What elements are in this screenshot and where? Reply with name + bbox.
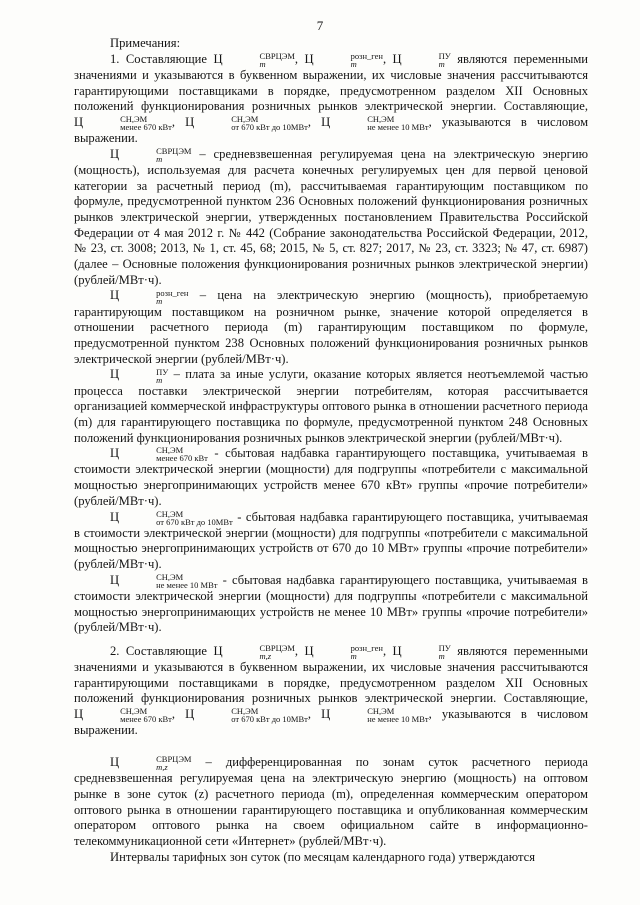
note-1-paragraph: 1. Составляющие Ц СВРЦЭМ m , Ц розн_ген m , Ц ПУ m являются переменными значениями и указываются в буквенном выражении, их числовые значения рассчитываются гарантирующими поставщиками в порядке, предусмотренном разделом XII Основных положений функционирования розничных рынков электрической энергии. Составляющие, Ц СН,ЭМ менее 670 кВт , Ц СН,ЭМ от 670 кВт до 10МВт , Ц СН,ЭМ не менее 10 МВт , указываются в числовом выражении. [74,50,589,146]
definition-svrc-mz: Ц СВРЦЭМ m,z – дифференцированная по зонам суток расчетного периода средневзвешенная регулируемая цена на электрическую энергию (мощность) на оптовом рынке в зоне суток (z) расчетного периода (m), определенная коммерческим оператором оптового рынка в отношении гарантирующего поставщика и опубликованная коммерческим оператором оптового рынка на своем официальном сайте в информационно-телекоммуникационной сети «Интернет» (рублей/МВт·ч). [74,754,588,848]
note-2-lead: 2. Составляющие [110,643,208,658]
symbol-sn-10: Ц СН,ЭМ не менее 10 МВт [110,571,218,590]
definition-svrc: Ц СВРЦЭМ m – средневзвешенная регулируемая цена на электрическую энергию (мощность), используемая для расчета конечных регулируемых цен для первой ценовой категории за расчетный период (m), рассчитываемая гарантирующим поставщиком по формуле, предусмотренной пунктом 236 Основных положений функционирования розничных рынков электрической энергии, утвержденных постановлением Правительства Российской Федерации от 4 мая 2012 г. № 442 (Собрание законодательства Российской Федерации, 2012, № 23, ст. 3008; 2013, № 1, ст. 45, 68; 2015, № 5, ст. 827; 2017, № 23, ст. 3323; № 47, ст. 6987) (далее – Основные положения функционирования розничных рынков электрической энергии) (рублей/МВт·ч). [74,145,588,287]
last-line: Интервалы тарифных зон суток (по месяцам календарного года) утверждаются [110,849,536,864]
symbol-rozn-gen-m: Ц розн_ген m [304,643,383,662]
document-body [74,36,588,865]
note-2-text: являются переменными значениями и указываются в буквенном выражении, их числовые значения рассчитываются гарантирующими поставщиками в порядке, предусмотренном разделом XII Основных положений функционирования розничных рынков электрической энергии. Составляющие, [74,643,589,706]
symbol-svrc-m: Ц СВРЦЭМ m [110,145,192,164]
symbol-svrc-mz: Ц СВРЦЭМ m,z [213,643,295,662]
symbol-sn-670: Ц СН,ЭМ менее 670 кВт [74,114,172,133]
symbol-sn-670-10: Ц СН,ЭМ от 670 кВт до 10МВт [110,508,233,527]
definition-sn-670-10: Ц СН,ЭМ от 670 кВт до 10МВт - сбытовая надбавка гарантирующего поставщика, учитываемая в стоимости электрической энергии (мощности) для подгруппы «потребители с максимальной мощностью энергопринимающих устройств от 670 до 10 МВт» группы «прочие потребители» (рублей/МВт·ч). [74,508,588,572]
symbol-sn-670-10: Ц СН,ЭМ от 670 кВт до 10МВт [185,114,308,133]
definition-pu: Ц ПУ m – плата за иные услуги, оказание которых является неотъемлемой частью процесса поставки электрической энергии потребителям, которая рассчитывается организацией коммерческой инфраструктуры оптового рынка в отношении расчетного периода (m) для гарантирующего поставщика по формуле, предусмотренной пунктом 248 Основных положений функционирования розничных рынков электрической энергии (рублей/МВт·ч). [74,366,588,445]
symbol-svrc-mz: Ц СВРЦЭМ m,z [110,754,192,773]
page-number: 7 [316,18,324,33]
symbol-sn-10: Ц СН,ЭМ не менее 10 МВт [321,706,429,725]
note-2-end: указываются в числовом выражении. [74,707,589,738]
symbol-rozn-gen-m: Ц розн_ген m [110,287,189,306]
note-2-paragraph: 2. Составляющие Ц СВРЦЭМ m,z , Ц розн_ген m , Ц ПУ m являются переменными значениями и указываются в буквенном выражении, их числовые значения рассчитываются гарантирующими поставщиками в порядке, предусмотренном разделом XII Основных положений функционирования розничных рынков электрической энергии. Составляющие, Ц СН,ЭМ менее 670 кВт , Ц СН,ЭМ от 670 кВт до 10МВт , Ц СН,ЭМ не менее 10 МВт , указываются в числовом выражении. [74,643,589,738]
symbol-pu-m: Ц ПУ m [110,366,169,385]
symbol-sn-10: Ц СН,ЭМ не менее 10 МВт [321,114,429,133]
symbol-svrc-m: Ц СВРЦЭМ m [213,50,295,69]
definition-rozn-gen: Ц розн_ген m – цена на электрическую энергию (мощность), приобретаемую гарантирующим поставщиком на розничном рынке, значение которой определяется в отношении расчетного периода (m) гарантирующим поставщиком по формуле, предусмотренной пунктом 238 Основных положений функционирования розничных рынков электрической энергии (рублей/МВт·ч). [74,287,588,366]
notes-heading: Примечания: [110,36,181,50]
symbol-pu-m: Ц ПУ m [392,643,451,662]
symbol-sn-670: Ц СН,ЭМ менее 670 кВт [110,445,208,464]
symbol-sn-670: Ц СН,ЭМ менее 670 кВт [74,706,172,725]
note-1-lead: 1. Составляющие [110,51,208,66]
symbol-sn-670-10: Ц СН,ЭМ от 670 кВт до 10МВт [185,706,308,725]
definition-sn-670: Ц СН,ЭМ менее 670 кВт - сбытовая надбавка гарантирующего поставщика, учитываемая в стоимости электрической энергии (мощности) для подгруппы «потребители с максимальной мощностью энергопринимающих устройств менее 670 кВт» группы «прочие потребители» (рублей/МВт·ч). [74,445,588,508]
definition-sn-10: Ц СН,ЭМ не менее 10 МВт - сбытовая надбавка гарантирующего поставщика, учитываемая в стоимости электрической энергии (мощности) для подгруппы «потребители с максимальной мощностью энергопринимающих устройств не менее 10 МВт» группы «прочие потребители» (рублей/МВт·ч). [74,571,588,635]
symbol-rozn-gen-m: Ц розн_ген m [304,50,383,69]
note-1-end: указываются в числовом выражении. [74,114,589,146]
note-1-text: являются переменными значениями и указываются в буквенном выражении, их числовые значения рассчитываются гарантирующими поставщиками в порядке, предусмотренном разделом XII Основных положений функционирования розничных рынков электрической энергии. Составляющие, [74,51,589,114]
symbol-pu-m: Ц ПУ m [392,50,451,69]
